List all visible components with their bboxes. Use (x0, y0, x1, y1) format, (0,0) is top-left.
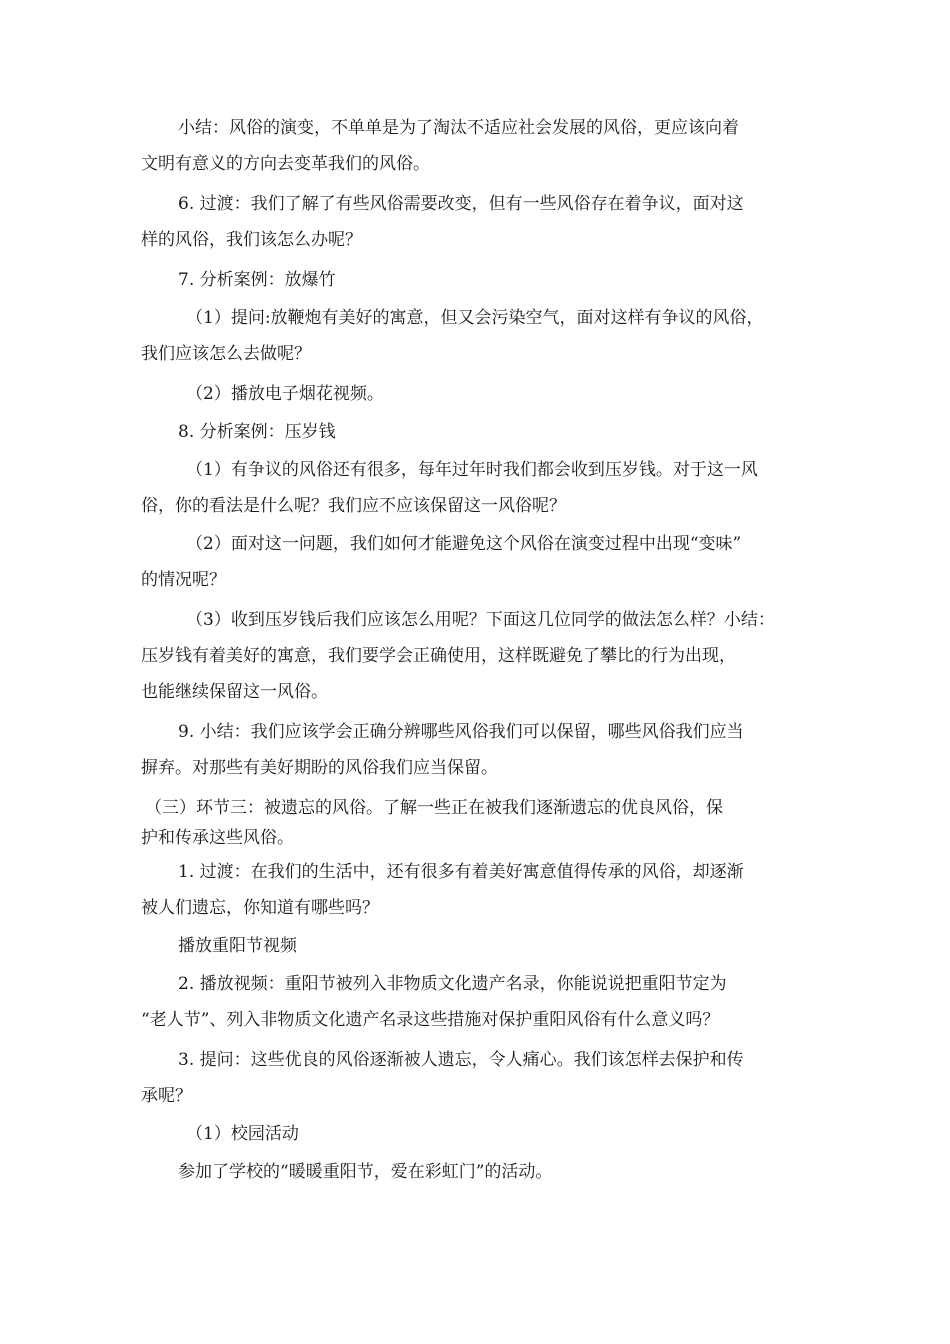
paragraph-line: 护和传承这些风俗。 (141, 828, 294, 848)
paragraph-line: 的情况呢？ (141, 570, 226, 590)
paragraph-line: （1）提问:放鞭炮有美好的寓意，但又会污染空气，面对这样有争议的风俗， (186, 308, 764, 328)
section-heading: （三）环节三：被遗忘的风俗。了解一些正在被我们逐渐遗忘的优良风俗，保 (145, 798, 723, 818)
paragraph-line: 俗，你的看法是什么呢？我们应不应该保留这一风俗呢？ (141, 496, 566, 516)
paragraph-line: 7. 分析案例：放爆竹 (178, 270, 336, 290)
paragraph-line: 被人们遗忘，你知道有哪些吗？ (141, 898, 379, 918)
paragraph-line: 也能继续保留这一风俗。 (141, 682, 328, 702)
paragraph-line: 小结：风俗的演变，不单单是为了淘汰不适应社会发展的风俗，更应该向着 (178, 118, 739, 138)
paragraph-line: 播放重阳节视频 (178, 936, 297, 956)
paragraph-line: （2）面对这一问题，我们如何才能避免这个风俗在演变过程中出现“变味” (186, 534, 742, 554)
paragraph-line: 参加了学校的“暖暖重阳节，爱在彩虹门”的活动。 (178, 1162, 553, 1182)
paragraph-line: 压岁钱有着美好的寓意，我们要学会正确使用，这样既避免了攀比的行为出现， (141, 646, 736, 666)
paragraph-line: 文明有意义的方向去变革我们的风俗。 (141, 154, 430, 174)
paragraph-line: 摒弃。对那些有美好期盼的风俗我们应当保留。 (141, 758, 498, 778)
paragraph-line: 6. 过渡：我们了解了有些风俗需要改变，但有一些风俗存在着争议，面对这 (178, 194, 744, 214)
paragraph-line: 2. 播放视频：重阳节被列入非物质文化遗产名录，你能说说把重阳节定为 (178, 974, 727, 994)
paragraph-line: 样的风俗，我们该怎么办呢？ (141, 230, 362, 250)
paragraph-line: 3. 提问：这些优良的风俗逐渐被人遗忘，令人痛心。我们该怎样去保护和传 (178, 1050, 744, 1070)
paragraph-line: （1）有争议的风俗还有很多，每年过年时我们都会收到压岁钱。对于这一风 (186, 460, 758, 480)
paragraph-line: （3）收到压岁钱后我们应该怎么用呢？下面这几位同学的做法怎么样？小结： (186, 610, 775, 630)
paragraph-line: 9. 小结：我们应该学会正确分辨哪些风俗我们可以保留，哪些风俗我们应当 (178, 722, 744, 742)
paragraph-line: 承呢？ (141, 1086, 192, 1106)
paragraph-line: “老人节”、列入非物质文化遗产名录这些措施对保护重阳风俗有什么意义吗？ (141, 1010, 720, 1030)
paragraph-line: （2）播放电子烟花视频。 (186, 384, 384, 404)
paragraph-line: 我们应该怎么去做呢？ (141, 344, 311, 364)
paragraph-line: 8. 分析案例：压岁钱 (178, 422, 336, 442)
paragraph-line: 1. 过渡：在我们的生活中，还有很多有着美好寓意值得传承的风俗，却逐渐 (178, 862, 744, 882)
paragraph-line: （1）校园活动 (186, 1124, 299, 1144)
